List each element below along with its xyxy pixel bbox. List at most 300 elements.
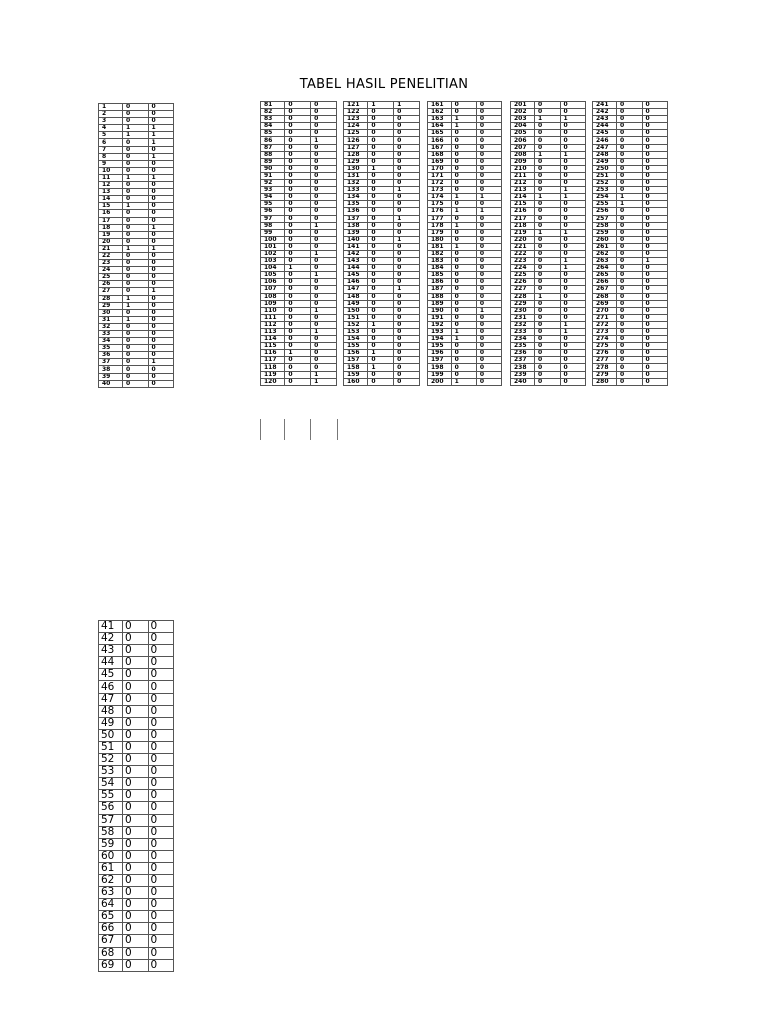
value-b-cell: 0 [311, 194, 337, 201]
value-b-cell: 0 [311, 258, 337, 265]
value-a-cell: 0 [451, 314, 476, 321]
value-a-cell: 1 [451, 336, 476, 343]
value-b-cell: 0 [642, 350, 668, 357]
value-a-cell: 0 [617, 236, 643, 243]
table-row [428, 329, 502, 336]
value-b-cell: 1 [311, 272, 337, 279]
value-a-cell: 0 [123, 729, 149, 741]
table-row [261, 293, 337, 300]
value-b-cell: 0 [148, 331, 174, 338]
value-b-cell: 1 [311, 222, 337, 229]
table-row [428, 215, 502, 222]
row-number-cell: 216 [511, 208, 535, 215]
row-number-cell: 93 [261, 187, 285, 194]
table-row [99, 203, 174, 210]
value-b-cell: 0 [560, 300, 586, 307]
table-row [99, 331, 174, 338]
results-table-41-69 [98, 620, 174, 972]
row-number-cell: 146 [344, 279, 368, 286]
value-b-cell: 0 [642, 130, 668, 137]
table-row [344, 102, 420, 109]
table-row [261, 364, 337, 371]
value-b-cell: 1 [560, 265, 586, 272]
row-number-cell: 261 [593, 243, 617, 250]
row-number-cell: 130 [344, 165, 368, 172]
value-a-cell: 0 [617, 187, 643, 194]
row-number-cell: 122 [344, 109, 368, 116]
row-number-cell: 238 [511, 364, 535, 371]
value-b-cell: 0 [311, 229, 337, 236]
value-a-cell: 0 [451, 371, 476, 378]
table-row [99, 826, 174, 838]
row-number-cell: 249 [593, 158, 617, 165]
row-number-cell: 144 [344, 265, 368, 272]
table-row [511, 215, 586, 222]
table-row [99, 309, 174, 316]
table-row [511, 151, 586, 158]
value-a-cell: 1 [368, 102, 394, 109]
table-row [428, 172, 502, 179]
value-b-cell: 0 [311, 144, 337, 151]
value-a-cell: 0 [451, 102, 476, 109]
value-b-cell: 0 [642, 180, 668, 187]
value-a-cell: 0 [617, 350, 643, 357]
row-number-cell: 165 [428, 130, 452, 137]
row-number-cell: 217 [511, 215, 535, 222]
table-row [593, 236, 668, 243]
row-number-cell: 280 [593, 378, 617, 385]
value-a-cell: 0 [123, 633, 149, 645]
row-number-cell: 268 [593, 293, 617, 300]
table-row [261, 194, 337, 201]
table-row [261, 180, 337, 187]
value-a-cell: 0 [535, 250, 561, 257]
table-row [344, 144, 420, 151]
value-b-cell: 1 [394, 215, 420, 222]
table-row [344, 364, 420, 371]
table-row [99, 139, 174, 146]
row-number-cell: 100 [261, 236, 285, 243]
value-b-cell: 0 [642, 116, 668, 123]
row-number-cell: 234 [511, 336, 535, 343]
value-a-cell: 0 [123, 887, 149, 899]
value-b-cell: 0 [560, 293, 586, 300]
row-number-cell: 126 [344, 137, 368, 144]
value-b-cell: 0 [148, 790, 174, 802]
row-number-cell: 83 [261, 116, 285, 123]
table-row [99, 899, 174, 911]
table-row [511, 378, 586, 385]
table-row [99, 295, 174, 302]
value-b-cell: 0 [311, 236, 337, 243]
value-b-cell: 0 [642, 343, 668, 350]
table-row [593, 208, 668, 215]
value-a-cell: 0 [535, 208, 561, 215]
value-a-cell: 1 [123, 302, 149, 309]
value-a-cell: 0 [123, 189, 149, 196]
value-a-cell: 0 [451, 279, 476, 286]
row-number-cell: 180 [428, 236, 452, 243]
value-a-cell: 0 [123, 766, 149, 778]
row-number-cell: 30 [99, 309, 123, 316]
table-row [261, 116, 337, 123]
row-number-cell: 129 [344, 158, 368, 165]
value-a-cell: 0 [535, 378, 561, 385]
value-b-cell: 0 [560, 243, 586, 250]
row-number-cell: 54 [99, 778, 123, 790]
value-a-cell: 1 [368, 321, 394, 328]
value-a-cell: 0 [123, 778, 149, 790]
row-number-cell: 259 [593, 229, 617, 236]
row-number-cell: 1 [99, 104, 123, 111]
row-number-cell: 32 [99, 323, 123, 330]
value-b-cell: 0 [394, 109, 420, 116]
value-a-cell: 0 [535, 137, 561, 144]
row-number-cell: 109 [261, 300, 285, 307]
row-number-cell: 185 [428, 272, 452, 279]
row-number-cell: 29 [99, 302, 123, 309]
value-b-cell: 0 [642, 187, 668, 194]
value-a-cell: 0 [368, 378, 394, 385]
value-b-cell: 0 [148, 814, 174, 826]
value-a-cell: 0 [368, 307, 394, 314]
value-b-cell: 0 [560, 307, 586, 314]
table-row [344, 236, 420, 243]
row-number-cell: 45 [99, 669, 123, 681]
table-row [344, 371, 420, 378]
table-row [428, 300, 502, 307]
value-b-cell: 0 [476, 130, 501, 137]
value-a-cell: 0 [617, 314, 643, 321]
value-b-cell: 0 [394, 137, 420, 144]
table-row [511, 109, 586, 116]
value-a-cell: 0 [285, 137, 311, 144]
value-b-cell: 0 [148, 657, 174, 669]
row-number-cell: 164 [428, 123, 452, 130]
row-number-cell: 154 [344, 336, 368, 343]
table-row [261, 144, 337, 151]
row-number-cell: 106 [261, 279, 285, 286]
row-number-cell: 209 [511, 158, 535, 165]
row-number-cell: 184 [428, 265, 452, 272]
value-b-cell: 0 [560, 279, 586, 286]
row-number-cell: 31 [99, 316, 123, 323]
value-a-cell: 0 [535, 272, 561, 279]
value-a-cell: 0 [368, 258, 394, 265]
table-row [428, 265, 502, 272]
value-a-cell: 0 [535, 343, 561, 350]
row-number-cell: 166 [428, 137, 452, 144]
value-a-cell: 1 [451, 378, 476, 385]
value-b-cell: 0 [311, 343, 337, 350]
value-a-cell: 0 [123, 153, 149, 160]
row-number-cell: 50 [99, 729, 123, 741]
row-number-cell: 244 [593, 123, 617, 130]
value-b-cell: 0 [642, 222, 668, 229]
value-a-cell: 0 [617, 272, 643, 279]
value-a-cell: 0 [535, 336, 561, 343]
value-b-cell: 0 [642, 307, 668, 314]
value-a-cell: 1 [123, 203, 149, 210]
table-row [261, 265, 337, 272]
value-b-cell: 0 [476, 215, 501, 222]
row-number-cell: 205 [511, 130, 535, 137]
value-b-cell: 0 [148, 238, 174, 245]
row-number-cell: 125 [344, 130, 368, 137]
table-row [344, 329, 420, 336]
table-row [428, 350, 502, 357]
value-b-cell: 0 [642, 279, 668, 286]
value-a-cell: 1 [451, 208, 476, 215]
row-number-cell: 278 [593, 364, 617, 371]
value-a-cell: 1 [368, 364, 394, 371]
table-row [261, 371, 337, 378]
value-a-cell: 0 [368, 286, 394, 293]
value-a-cell: 0 [123, 260, 149, 267]
results-table-201-240 [510, 101, 586, 386]
table-row [344, 123, 420, 130]
table-row [511, 329, 586, 336]
value-a-cell: 1 [123, 245, 149, 252]
value-b-cell: 0 [394, 336, 420, 343]
value-b-cell: 0 [560, 208, 586, 215]
row-number-cell: 236 [511, 350, 535, 357]
table-row [344, 243, 420, 250]
value-b-cell: 0 [148, 826, 174, 838]
row-number-cell: 64 [99, 899, 123, 911]
value-a-cell: 0 [123, 323, 149, 330]
value-a-cell: 0 [123, 274, 149, 281]
value-b-cell: 0 [148, 267, 174, 274]
table-row [344, 116, 420, 123]
table-row [99, 316, 174, 323]
value-a-cell: 0 [535, 102, 561, 109]
value-b-cell: 1 [148, 139, 174, 146]
value-a-cell: 0 [123, 167, 149, 174]
value-a-cell: 0 [535, 307, 561, 314]
row-number-cell: 27 [99, 288, 123, 295]
row-number-cell: 3 [99, 118, 123, 125]
table-row [428, 109, 502, 116]
table-row [428, 336, 502, 343]
table-row [261, 208, 337, 215]
value-a-cell: 0 [617, 371, 643, 378]
value-a-cell: 0 [123, 790, 149, 802]
row-number-cell: 20 [99, 238, 123, 245]
value-a-cell: 0 [123, 705, 149, 717]
value-b-cell: 0 [560, 165, 586, 172]
value-a-cell: 0 [535, 279, 561, 286]
value-a-cell: 0 [123, 850, 149, 862]
table-row [99, 633, 174, 645]
row-number-cell: 67 [99, 935, 123, 947]
value-b-cell: 0 [560, 371, 586, 378]
table-row [428, 165, 502, 172]
value-a-cell: 0 [617, 307, 643, 314]
row-number-cell: 219 [511, 229, 535, 236]
row-number-cell: 85 [261, 130, 285, 137]
row-number-cell: 203 [511, 116, 535, 123]
value-b-cell: 0 [311, 265, 337, 272]
row-number-cell: 12 [99, 182, 123, 189]
value-a-cell: 0 [285, 130, 311, 137]
value-a-cell: 0 [617, 130, 643, 137]
row-number-cell: 142 [344, 250, 368, 257]
table-row [428, 250, 502, 257]
row-number-cell: 200 [428, 378, 452, 385]
table-row [261, 300, 337, 307]
value-b-cell: 0 [148, 217, 174, 224]
value-b-cell: 0 [394, 201, 420, 208]
table-row [593, 279, 668, 286]
value-a-cell: 0 [451, 343, 476, 350]
table-row [99, 189, 174, 196]
value-b-cell: 0 [148, 338, 174, 345]
value-a-cell: 0 [451, 180, 476, 187]
table-row [99, 118, 174, 125]
value-b-cell: 0 [560, 357, 586, 364]
row-number-cell: 195 [428, 343, 452, 350]
table-row [428, 343, 502, 350]
value-a-cell: 0 [617, 265, 643, 272]
value-a-cell: 0 [451, 300, 476, 307]
value-b-cell: 0 [642, 109, 668, 116]
value-b-cell: 0 [476, 180, 501, 187]
value-a-cell: 1 [285, 265, 311, 272]
value-b-cell: 0 [394, 158, 420, 165]
value-b-cell: 0 [311, 300, 337, 307]
row-number-cell: 150 [344, 307, 368, 314]
table-row [344, 286, 420, 293]
value-a-cell: 1 [123, 174, 149, 181]
value-a-cell: 0 [123, 923, 149, 935]
row-number-cell: 48 [99, 705, 123, 717]
row-number-cell: 38 [99, 366, 123, 373]
value-b-cell: 0 [642, 194, 668, 201]
row-number-cell: 186 [428, 279, 452, 286]
value-b-cell: 0 [148, 281, 174, 288]
row-number-cell: 207 [511, 144, 535, 151]
value-b-cell: 0 [148, 778, 174, 790]
row-number-cell: 143 [344, 258, 368, 265]
table-row [99, 288, 174, 295]
table-row [344, 229, 420, 236]
value-b-cell: 0 [642, 265, 668, 272]
table-row [99, 153, 174, 160]
value-b-cell: 0 [560, 343, 586, 350]
value-a-cell: 0 [535, 172, 561, 179]
table-row [428, 314, 502, 321]
row-number-cell: 97 [261, 215, 285, 222]
table-row [99, 231, 174, 238]
table-row [344, 250, 420, 257]
value-b-cell: 0 [642, 329, 668, 336]
value-b-cell: 1 [394, 286, 420, 293]
value-a-cell: 0 [451, 172, 476, 179]
row-number-cell: 246 [593, 137, 617, 144]
value-a-cell: 0 [617, 329, 643, 336]
value-a-cell: 0 [123, 104, 149, 111]
value-a-cell: 0 [368, 300, 394, 307]
table-row [344, 109, 420, 116]
row-number-cell: 112 [261, 321, 285, 328]
table-row [99, 621, 174, 633]
value-b-cell: 0 [560, 336, 586, 343]
value-b-cell: 1 [394, 187, 420, 194]
row-number-cell: 102 [261, 250, 285, 257]
table-row [511, 300, 586, 307]
value-a-cell: 0 [368, 250, 394, 257]
table-row [593, 329, 668, 336]
table-row [99, 132, 174, 139]
value-a-cell: 0 [451, 293, 476, 300]
row-number-cell: 242 [593, 109, 617, 116]
value-b-cell: 0 [560, 250, 586, 257]
table-row [511, 343, 586, 350]
table-row [593, 201, 668, 208]
value-a-cell: 0 [451, 165, 476, 172]
value-a-cell: 0 [123, 217, 149, 224]
value-a-cell: 1 [368, 165, 394, 172]
value-a-cell: 0 [368, 236, 394, 243]
table-row [511, 172, 586, 179]
value-b-cell: 1 [148, 174, 174, 181]
table-row [593, 350, 668, 357]
table-row [593, 314, 668, 321]
table-row [99, 245, 174, 252]
value-b-cell: 0 [148, 754, 174, 766]
value-b-cell: 0 [642, 357, 668, 364]
row-number-cell: 155 [344, 343, 368, 350]
table-row [99, 657, 174, 669]
value-b-cell: 0 [560, 180, 586, 187]
row-number-cell: 158 [344, 364, 368, 371]
table-row [511, 137, 586, 144]
row-number-cell: 202 [511, 109, 535, 116]
row-number-cell: 229 [511, 300, 535, 307]
value-b-cell: 1 [560, 187, 586, 194]
row-number-cell: 57 [99, 814, 123, 826]
table-stub-line [284, 419, 285, 440]
value-a-cell: 1 [123, 132, 149, 139]
table-row [428, 116, 502, 123]
row-number-cell: 214 [511, 194, 535, 201]
row-number-cell: 84 [261, 123, 285, 130]
table-row [593, 116, 668, 123]
value-b-cell: 0 [476, 357, 501, 364]
table-row [428, 194, 502, 201]
value-a-cell: 1 [368, 350, 394, 357]
value-b-cell: 0 [560, 236, 586, 243]
value-a-cell: 0 [451, 137, 476, 144]
value-b-cell: 0 [148, 231, 174, 238]
table-row [344, 265, 420, 272]
table-row [261, 286, 337, 293]
table-row [593, 102, 668, 109]
results-table-241-280 [592, 101, 668, 386]
value-a-cell: 0 [535, 321, 561, 328]
table-row [99, 850, 174, 862]
value-b-cell: 0 [560, 222, 586, 229]
value-b-cell: 0 [148, 309, 174, 316]
value-b-cell: 0 [311, 336, 337, 343]
table-row [261, 307, 337, 314]
value-b-cell: 0 [394, 293, 420, 300]
value-a-cell: 0 [535, 215, 561, 222]
value-b-cell: 0 [148, 260, 174, 267]
table-row [99, 838, 174, 850]
row-number-cell: 139 [344, 229, 368, 236]
